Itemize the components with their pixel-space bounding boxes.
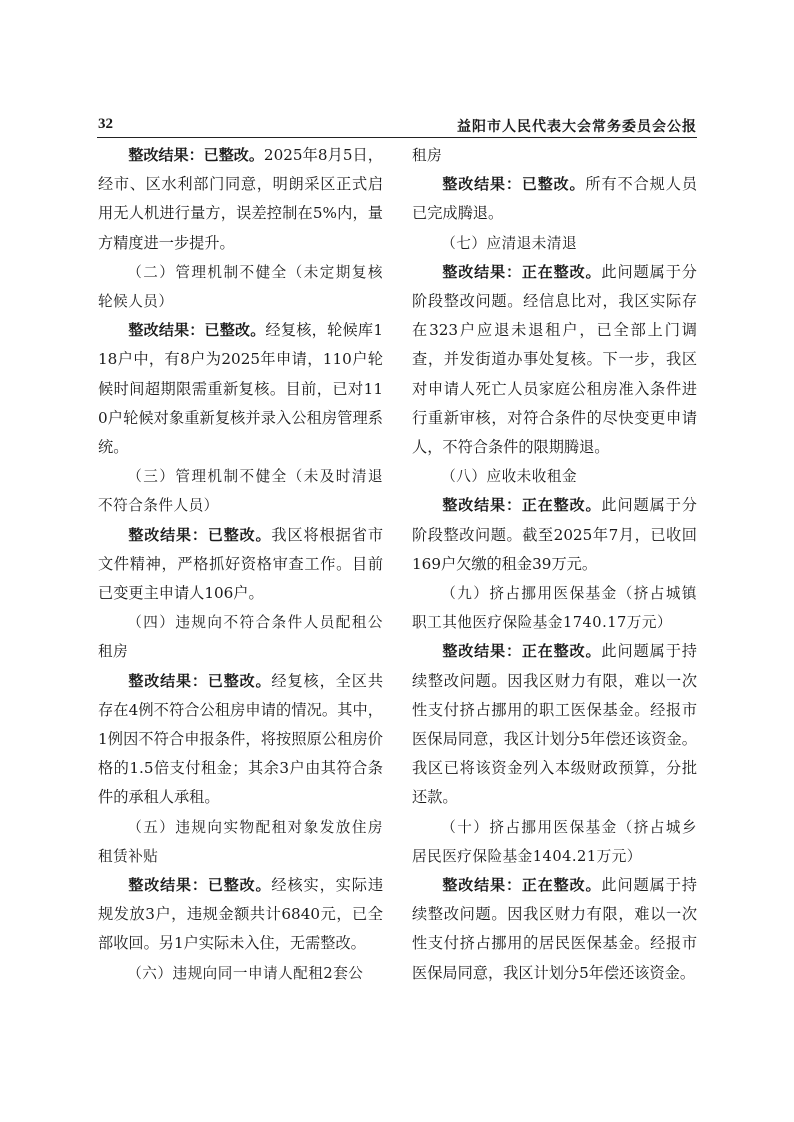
section-heading: （八）应收未收租金	[441, 468, 578, 486]
right-column	[412, 141, 697, 988]
journal-title: 益阳市人民代表大会常务委员会公报	[457, 119, 697, 135]
page-number: 32	[98, 116, 113, 132]
result-label: 整改结果：正在整改。	[442, 876, 602, 895]
result-paragraph	[98, 667, 383, 813]
result-paragraph	[98, 316, 383, 462]
result-text: 此问题属于分阶段整改问题。经信息比对，我区实际存在323户应退未退租户，已全部上门调查，并发街道办事处复核。下一步，我区对申请人死亡人员家庭公租房准入条件进行重新审核，对符合条件的尽快变更申请人，不符合条件的限期腾退。	[412, 262, 697, 457]
result-paragraph	[98, 521, 383, 609]
result-text: 此问题属于分阶段整改问题。截至2025年7月，已收回169户欠缴的租金39万元。	[412, 496, 697, 573]
result-text: 经复核，轮候库118户中，有8户为2025年申请，110户轮候时间超期限需重新复核。目前，已对110户轮候对象重新复核并录入公租房管理系统。	[98, 321, 383, 457]
result-text: 2025年8月5日，经市、区水利部门同意，明朗采区正式启用无人机进行量方，误差控制在5%内，量方精度进一步提升。	[98, 146, 383, 252]
result-label: 整改结果：正在整改。	[442, 496, 602, 515]
section-heading: （四）违规向不符合条件人员配租公租房	[98, 614, 383, 661]
result-text: 所有不合规人员已完成腾退。	[412, 175, 698, 223]
result-paragraph	[412, 491, 697, 579]
header-divider	[97, 137, 697, 138]
result-paragraph	[412, 637, 697, 812]
section-heading: （六）违规向同一申请人配租2套公	[127, 964, 364, 982]
result-label: 整改结果：正在整改。	[442, 262, 602, 281]
result-label: 整改结果：已整改。	[442, 175, 586, 194]
result-label: 整改结果：已整改。	[128, 321, 266, 340]
result-label: 整改结果：已整改。	[128, 876, 272, 895]
section-heading: （五）违规向实物配租对象发放住房租赁补贴	[98, 818, 383, 865]
section-heading: （九）挤占挪用医保基金（挤占城镇职工其他医疗保险基金1740.17万元）	[412, 585, 697, 632]
result-label: 整改结果：已整改。	[128, 146, 264, 164]
result-text: 我区将根据省市文件精神，严格抓好资格审查工作。目前已变更主申请人106户。	[98, 525, 384, 603]
result-paragraph	[412, 871, 697, 988]
result-text: 经核实，实际违规发放3户，违规金额共计6840元，已全部收回。另1户实际未入住，无需整改。	[98, 876, 384, 953]
result-paragraph	[98, 141, 383, 258]
result-text: 经复核，全区共存在4例不符合公租房申请的情况。其中，1例因不符合申报条件，将按照原公租房价格的1.5倍支付租金；其余3户由其符合条件的承租人承租。	[98, 671, 384, 807]
result-paragraph	[412, 258, 697, 462]
heading-continuation: 租房	[412, 147, 443, 164]
section-heading: （七）应清退未清退	[441, 234, 578, 252]
result-label: 整改结果：已整改。	[128, 671, 272, 690]
result-text: 此问题属于持续整改问题。因我区财力有限，难以一次性支付挤占挪用的居民医保基金。经报市医保局同意，我区计划分5年偿还该资金。	[412, 876, 697, 982]
result-paragraph	[412, 170, 697, 228]
result-label: 整改结果：已整改。	[128, 525, 272, 544]
section-heading: （二）管理机制不健全（未定期复核轮候人员）	[98, 263, 383, 311]
section-heading: （十）挤占挪用医保基金（挤占城乡居民医疗保险基金1404.21万元）	[412, 818, 697, 865]
left-column	[98, 141, 383, 988]
result-paragraph	[98, 871, 383, 959]
result-text: 此问题属于持续整改问题。因我区财力有限，难以一次性支付挤占挪用的职工医保基金。经报市医保局同意，我区计划分5年偿还该资金。我区已将该资金列入本级财政预算，分批还款。	[412, 642, 697, 807]
section-heading: （三）管理机制不健全（未及时清退不符合条件人员）	[98, 468, 383, 515]
result-label: 整改结果：正在整改。	[442, 642, 602, 661]
